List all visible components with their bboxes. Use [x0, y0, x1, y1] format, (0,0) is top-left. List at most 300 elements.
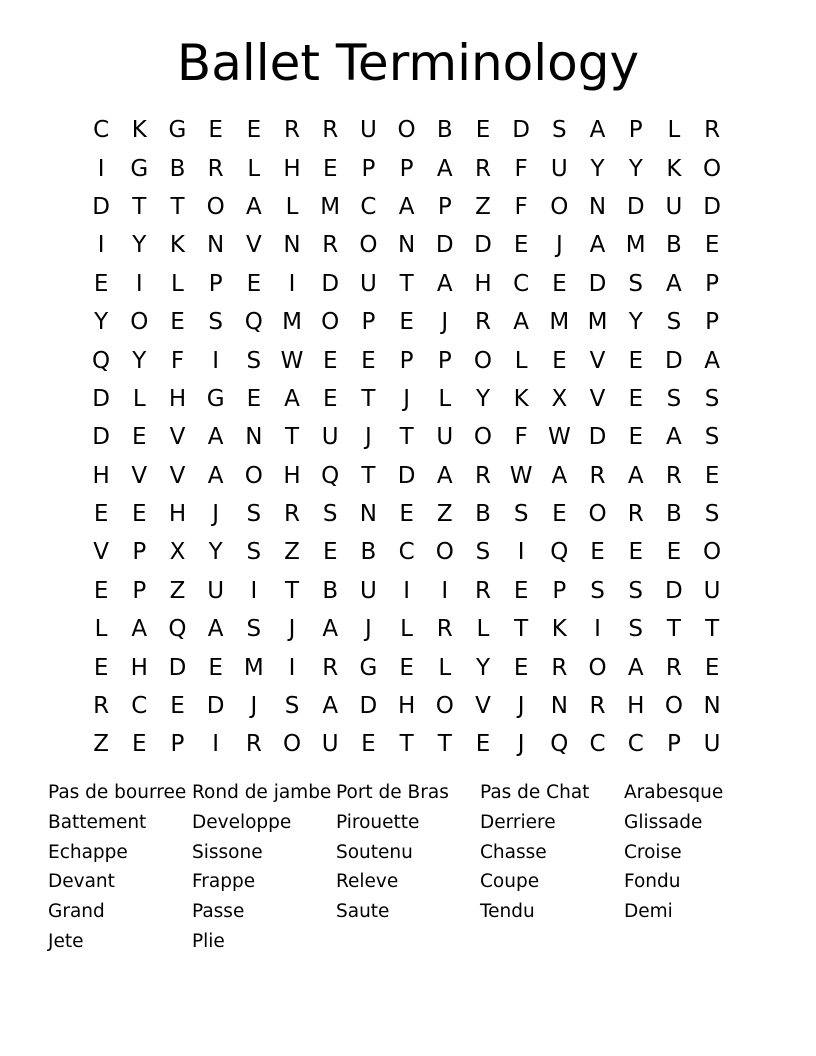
grid-letter: A — [207, 616, 224, 643]
grid-letter: P — [666, 731, 681, 758]
grid-letter: V — [589, 347, 606, 374]
grid-letter: A — [704, 347, 720, 374]
grid-letter: U — [321, 731, 339, 758]
grid-letter: P — [208, 270, 223, 297]
grid-letter: G — [130, 155, 149, 182]
grid-letter: R — [93, 693, 110, 720]
grid-letter: T — [399, 731, 414, 758]
word-bank-item: Glissade — [624, 811, 703, 833]
grid-letter: S — [704, 424, 720, 451]
grid-letter: D — [588, 270, 607, 297]
grid-letter: P — [361, 309, 376, 336]
grid-letter: E — [322, 347, 338, 374]
grid-letter: A — [245, 193, 262, 220]
grid-letter: H — [283, 155, 301, 182]
grid-letter: E — [399, 501, 414, 528]
grid-letter: E — [590, 539, 605, 566]
grid-letter: I — [594, 616, 601, 643]
word-bank-item: Battement — [48, 811, 147, 833]
grid-letter: A — [589, 232, 606, 259]
grid-row — [82, 111, 732, 149]
grid-letter: R — [589, 693, 606, 720]
grid-letter: N — [207, 232, 225, 259]
grid-letter: H — [168, 385, 187, 412]
grid-row — [82, 457, 732, 495]
word-bank-item: Grand — [48, 901, 105, 923]
grid-letter: E — [704, 232, 720, 259]
grid-letter: Y — [132, 347, 147, 374]
grid-letter: Y — [132, 232, 147, 259]
grid-letter: O — [130, 309, 149, 336]
grid-letter: T — [666, 616, 681, 643]
grid-letter: O — [550, 193, 569, 220]
grid-letter: T — [514, 616, 529, 643]
grid-letter: E — [399, 654, 414, 681]
grid-letter: K — [131, 117, 147, 144]
grid-letter: S — [704, 385, 720, 412]
grid-letter: O — [703, 539, 722, 566]
grid-letter: E — [170, 309, 185, 336]
word-bank-item: Chasse — [480, 841, 547, 863]
grid-letter: F — [170, 347, 185, 374]
word-bank-item: Plie — [192, 930, 225, 952]
grid-letter: N — [283, 232, 301, 259]
grid-letter: H — [474, 270, 492, 297]
grid-letter: C — [93, 117, 110, 144]
grid-letter: X — [551, 385, 568, 412]
grid-letter: E — [208, 654, 223, 681]
word-bank-item: Echappe — [48, 841, 128, 863]
grid-letter: I — [288, 270, 296, 297]
grid-letter: B — [322, 577, 339, 604]
grid-letter: U — [359, 577, 377, 604]
grid-row — [82, 341, 732, 379]
grid-letter: Y — [628, 309, 643, 336]
grid-letter: E — [704, 462, 720, 489]
grid-letter: D — [665, 577, 683, 604]
grid-letter: A — [131, 616, 148, 643]
grid-letter: I — [135, 270, 143, 297]
grid-letter: D — [92, 424, 110, 451]
grid-letter: R — [322, 654, 339, 681]
grid-letter: P — [437, 193, 452, 220]
grid-letter: P — [399, 155, 414, 182]
word-bank-item: Jete — [48, 930, 84, 952]
grid-row — [82, 610, 732, 648]
grid-letter: D — [474, 232, 492, 259]
grid-letter: T — [437, 731, 452, 758]
grid-letter: I — [250, 577, 258, 604]
grid-letter: K — [551, 616, 567, 643]
grid-letter: Q — [92, 347, 111, 374]
grid-letter: L — [285, 193, 299, 220]
grid-letter: O — [244, 462, 263, 489]
grid-letter: B — [666, 232, 682, 259]
grid-letter: S — [246, 539, 262, 566]
grid-letter: P — [132, 539, 147, 566]
grid-letter: S — [666, 385, 682, 412]
grid-letter: T — [361, 385, 376, 412]
grid-letter: K — [666, 155, 682, 182]
grid-letter: F — [514, 424, 528, 451]
grid-letter: Z — [93, 731, 109, 758]
grid-letter: M — [320, 193, 341, 220]
word-bank-item: Port de Bras — [336, 782, 449, 803]
grid-letter: S — [208, 309, 223, 336]
grid-letter: H — [627, 693, 645, 720]
grid-letter: H — [92, 462, 110, 489]
grid-letter: E — [322, 385, 338, 412]
grid-letter: E — [475, 117, 491, 144]
grid-letter: L — [171, 270, 184, 297]
grid-letter: R — [436, 616, 453, 643]
grid-letter: N — [359, 501, 378, 528]
grid-letter: E — [628, 385, 643, 412]
grid-letter: O — [359, 232, 378, 259]
grid-letter: T — [170, 193, 185, 220]
grid-letter: Y — [94, 309, 109, 336]
grid-letter: N — [588, 193, 607, 220]
word-bank-item: Rond de jambe — [192, 782, 332, 803]
grid-letter: V — [475, 693, 491, 720]
grid-letter: E — [666, 539, 682, 566]
grid-letter: M — [549, 309, 570, 336]
grid-letter: I — [212, 347, 220, 374]
grid-letter: R — [704, 117, 721, 144]
word-bank-item: Croise — [624, 841, 682, 863]
grid-row — [82, 533, 732, 571]
grid-letter: G — [168, 117, 187, 144]
grid-letter: L — [514, 347, 528, 374]
grid-letter: L — [438, 654, 452, 681]
grid-letter: O — [435, 539, 454, 566]
grid-letter: Q — [244, 309, 263, 336]
grid-letter: Y — [628, 155, 643, 182]
grid-letter: L — [247, 155, 261, 182]
grid-letter: R — [284, 117, 301, 144]
grid-letter: L — [667, 117, 681, 144]
grid-letter: E — [93, 270, 109, 297]
grid-letter: Q — [321, 462, 340, 489]
grid-letter: W — [509, 462, 533, 489]
grid-letter: J — [403, 385, 410, 412]
grid-letter: S — [552, 117, 567, 144]
grid-row — [82, 648, 732, 686]
grid-letter: A — [666, 424, 682, 451]
grid-letter: O — [703, 155, 722, 182]
grid-letter: C — [360, 193, 377, 220]
page-title: Ballet Terminology — [176, 34, 640, 92]
grid-letter: A — [284, 385, 300, 412]
grid-letter: D — [92, 193, 110, 220]
grid-letter: Y — [590, 155, 605, 182]
grid-letter: R — [474, 462, 491, 489]
grid-letter: E — [361, 347, 376, 374]
grid-letter: R — [627, 501, 644, 528]
grid-letter: A — [666, 270, 682, 297]
grid-letter: U — [665, 193, 683, 220]
grid-letter: M — [282, 309, 302, 336]
grid-letter: T — [132, 193, 147, 220]
word-bank-item: Coupe — [480, 871, 540, 893]
grid-letter: L — [132, 385, 146, 412]
grid-letter: I — [288, 654, 296, 681]
grid-letter: V — [131, 462, 148, 489]
grid-letter: I — [212, 731, 220, 758]
grid-letter: R — [284, 501, 301, 528]
word-bank-item: Soutenu — [336, 841, 413, 863]
grid-letter: L — [400, 616, 413, 643]
grid-letter: E — [552, 501, 567, 528]
word-bank-item: Pas de bourree — [48, 782, 187, 803]
grid-letter: V — [169, 424, 186, 451]
grid-letter: E — [132, 501, 147, 528]
grid-row — [82, 265, 732, 303]
grid-letter: T — [705, 616, 720, 643]
grid-letter: A — [627, 462, 644, 489]
grid-letter: R — [245, 731, 262, 758]
grid-letter: S — [246, 616, 262, 643]
letter-grid — [82, 111, 732, 764]
grid-letter: H — [397, 693, 416, 720]
grid-letter: I — [517, 539, 525, 566]
grid-letter: S — [628, 577, 644, 604]
grid-letter: S — [246, 347, 262, 374]
word-bank-item: Pirouette — [336, 811, 420, 833]
grid-letter: A — [513, 309, 530, 336]
grid-letter: A — [207, 462, 224, 489]
grid-letter: U — [436, 424, 454, 451]
grid-letter: A — [589, 117, 606, 144]
grid-letter: M — [625, 232, 646, 259]
grid-letter: H — [283, 462, 301, 489]
grid-letter: U — [207, 577, 225, 604]
grid-letter: K — [513, 385, 529, 412]
grid-letter: P — [399, 347, 414, 374]
grid-letter: B — [436, 117, 453, 144]
grid-letter: D — [359, 693, 378, 720]
grid-letter: P — [361, 155, 376, 182]
grid-letter: L — [438, 385, 452, 412]
grid-letter: L — [476, 616, 490, 643]
grid-letter: E — [93, 577, 109, 604]
grid-letter: A — [398, 193, 415, 220]
grid-letter: E — [704, 654, 720, 681]
grid-letter: O — [435, 693, 454, 720]
word-bank-item: Sissone — [192, 841, 263, 863]
grid-letter: D — [435, 232, 454, 259]
grid-letter: A — [436, 462, 453, 489]
grid-letter: R — [665, 654, 682, 681]
grid-letter: D — [665, 347, 683, 374]
grid-letter: U — [703, 731, 721, 758]
grid-letter: Q — [168, 616, 187, 643]
word-bank-item: Arabesque — [624, 782, 724, 803]
grid-letter: D — [206, 693, 225, 720]
grid-letter: O — [588, 501, 607, 528]
grid-letter: R — [322, 117, 339, 144]
grid-letter: I — [441, 577, 449, 604]
grid-letter: J — [517, 693, 525, 720]
grid-letter: N — [245, 424, 263, 451]
grid-letter: N — [550, 693, 568, 720]
grid-letter: A — [436, 270, 453, 297]
grid-letter: P — [705, 309, 720, 336]
grid-letter: R — [665, 462, 682, 489]
grid-letter: E — [361, 731, 376, 758]
grid-letter: E — [246, 270, 262, 297]
grid-letter: B — [475, 501, 491, 528]
grid-letter: J — [288, 616, 296, 643]
grid-letter: S — [628, 270, 644, 297]
grid-letter: A — [207, 424, 224, 451]
grid-letter: S — [246, 501, 262, 528]
grid-letter: D — [512, 117, 531, 144]
grid-letter: O — [473, 424, 493, 451]
grid-letter: Z — [436, 501, 453, 528]
grid-letter: E — [246, 117, 262, 144]
grid-letter: M — [587, 309, 608, 336]
grid-letter: E — [93, 501, 109, 528]
grid-row — [82, 572, 732, 610]
grid-letter: Y — [475, 385, 490, 412]
grid-letter: O — [321, 309, 340, 336]
grid-letter: E — [132, 731, 147, 758]
grid-letter: Y — [208, 539, 223, 566]
grid-letter: M — [243, 654, 264, 681]
grid-letter: U — [321, 424, 339, 451]
grid-row — [82, 188, 732, 226]
grid-letter: E — [208, 117, 223, 144]
grid-letter: S — [666, 309, 682, 336]
grid-letter: E — [513, 654, 529, 681]
grid-letter: E — [513, 232, 529, 259]
grid-letter: H — [168, 501, 187, 528]
grid-letter: N — [397, 232, 416, 259]
grid-letter: E — [322, 155, 338, 182]
grid-letter: C — [398, 539, 415, 566]
grid-letter: R — [474, 309, 491, 336]
grid-letter: O — [397, 117, 416, 144]
grid-letter: V — [93, 539, 109, 566]
grid-letter: P — [705, 270, 720, 297]
grid-letter: O — [206, 193, 225, 220]
grid-letter: P — [170, 731, 185, 758]
grid-letter: Y — [475, 654, 490, 681]
grid-letter: Q — [550, 539, 569, 566]
grid-letter: U — [359, 270, 377, 297]
grid-row — [82, 725, 732, 763]
grid-letter: P — [628, 117, 643, 144]
grid-letter: E — [170, 693, 185, 720]
grid-letter: V — [245, 232, 262, 259]
grid-letter: J — [555, 232, 563, 259]
grid-letter: B — [360, 539, 377, 566]
grid-letter: D — [626, 193, 645, 220]
grid-letter: E — [552, 347, 567, 374]
grid-letter: I — [403, 577, 410, 604]
grid-letter: U — [359, 117, 377, 144]
grid-letter: J — [517, 731, 525, 758]
grid-row — [82, 687, 732, 725]
word-bank-item: Passe — [192, 901, 245, 923]
grid-letter: Z — [475, 193, 491, 220]
grid-letter: R — [551, 654, 568, 681]
grid-letter: T — [399, 424, 414, 451]
grid-letter: E — [93, 654, 109, 681]
word-bank-item: Derriere — [480, 811, 556, 833]
grid-letter: E — [322, 539, 338, 566]
grid-letter: V — [589, 385, 606, 412]
grid-letter: P — [437, 347, 452, 374]
grid-letter: V — [169, 462, 186, 489]
grid-letter: U — [703, 577, 721, 604]
grid-letter: O — [664, 693, 683, 720]
grid-letter: G — [359, 654, 378, 681]
grid-letter: F — [514, 155, 528, 182]
grid-letter: R — [474, 155, 491, 182]
grid-letter: A — [551, 462, 568, 489]
grid-letter: E — [628, 347, 643, 374]
grid-letter: D — [588, 424, 607, 451]
grid-row — [82, 226, 732, 264]
grid-row — [82, 495, 732, 533]
grid-letter: I — [97, 155, 105, 182]
grid-letter: E — [628, 539, 643, 566]
grid-letter: S — [322, 501, 338, 528]
grid-letter: D — [321, 270, 340, 297]
grid-letter: S — [628, 616, 644, 643]
grid-letter: Z — [284, 539, 300, 566]
grid-letter: D — [92, 385, 110, 412]
grid-letter: T — [285, 577, 300, 604]
grid-letter: X — [169, 539, 186, 566]
grid-letter: R — [207, 155, 224, 182]
grid-letter: E — [399, 309, 414, 336]
grid-letter: R — [589, 462, 606, 489]
grid-letter: J — [365, 616, 372, 643]
word-bank-item: Developpe — [192, 811, 292, 833]
grid-letter: D — [397, 462, 416, 489]
grid-letter: O — [473, 347, 493, 374]
grid-letter: C — [513, 270, 530, 297]
grid-letter: E — [475, 731, 491, 758]
grid-row — [82, 380, 732, 418]
word-bank-item: Releve — [336, 871, 399, 893]
grid-letter: E — [628, 424, 643, 451]
grid-letter: E — [513, 577, 529, 604]
grid-letter: K — [169, 232, 186, 259]
grid-letter: D — [703, 193, 721, 220]
grid-letter: B — [666, 501, 682, 528]
grid-letter: O — [282, 731, 302, 758]
grid-letter: Q — [550, 731, 569, 758]
grid-letter: G — [206, 385, 225, 412]
grid-letter: S — [590, 577, 605, 604]
grid-letter: T — [285, 424, 300, 451]
grid-letter: P — [132, 577, 147, 604]
grid-letter: J — [250, 693, 258, 720]
grid-letter: C — [627, 731, 644, 758]
grid-letter: T — [361, 462, 376, 489]
grid-letter: I — [97, 232, 105, 259]
grid-letter: L — [94, 616, 108, 643]
grid-letter: E — [246, 385, 262, 412]
grid-letter: B — [169, 155, 186, 182]
grid-letter: U — [550, 155, 568, 182]
grid-letter: W — [280, 347, 304, 374]
grid-letter: A — [322, 693, 339, 720]
